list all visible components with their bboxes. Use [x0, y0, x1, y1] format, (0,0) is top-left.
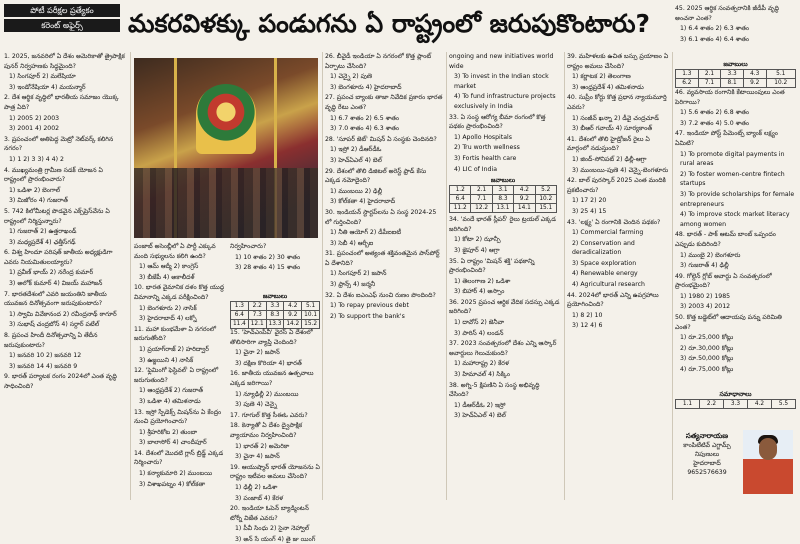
questions-column-7: [675, 4, 796, 60]
answers-title: జవాబులు: [262, 293, 288, 300]
photo-crowd: [134, 168, 318, 238]
answer-option: 3) 2001 4) 2002: [9, 125, 60, 133]
answers-row: [676, 70, 796, 79]
question-text: పంజాబ్ అసెంబ్లీలో ఏ పార్టీ ఎక్కువ మంది సభ్యులను కలిగి ఉంది?: [134, 243, 216, 260]
question-text: 28. 'సూపర్ జెట్' మిషన్ ఏ సంస్థకు చెందినది?: [325, 135, 437, 143]
question-text: ongoing and new initiatives world wide: [449, 53, 554, 70]
answer-cell: 15.2: [302, 320, 320, 329]
answer-cell: 3.3: [724, 400, 748, 409]
answer-option: 3) హెచ్ఏఎల్ 4) బెల్: [330, 156, 382, 164]
question-text: 26. బీవైడీ ఇండియా ఏ నగరంలో కొత్త ప్లాంట్ ఏర్పాటు చేసింది?: [325, 53, 432, 70]
answer-cell: 5.5: [772, 400, 796, 409]
answer-option: 1) శ్రీహరికోట 2) తుంబా: [139, 428, 198, 436]
answer-option: 3) 6.1 శాతం 4) 6.4 శాతం: [680, 35, 750, 43]
answer-option: 3) అన్ సే యంగ్ 4) తై జు యింగ్: [235, 535, 316, 543]
question-text: 4. ముఖ్యమంత్రి గ్రామీణ సడక్ యోజన ఏ రాష్ట్రంలో ప్రారంభించారు?: [4, 166, 103, 184]
answer-option: 2) రూ.30,000 కోట్లు: [680, 344, 734, 352]
answer-cell: 4.2: [748, 400, 772, 409]
answer-option: 1) చైనా 2) జపాన్: [235, 349, 280, 357]
answer-cell: 7.1: [471, 195, 492, 204]
question-text: 37. 2023 సంవత్సరంలో దేశం ఎన్ని ఆస్కార్ అవార్డులు గెలుచుకుంది?: [449, 340, 557, 357]
answer-option: 3) చైనా 4) జపాన్: [235, 453, 280, 461]
answer-option: 3) 7.2 శాతం 4) 5.0 శాతం: [680, 119, 750, 127]
answer-cell: 8.3: [492, 195, 513, 204]
answer-option: 1) ఆంధ్రప్రదేశ్ 2) గుజరాత్: [139, 387, 204, 395]
question-text: 41. దేశంలో తొలి హైడ్రోజన్ రైలు ఏ మార్గంలో నడుస్తుంది?: [567, 135, 650, 153]
question-text: 44. 2024లో భారత్ ఎన్ని ఉపగ్రహాలు ప్రయోగించింది?: [567, 291, 659, 309]
answer-option: 3) ముంబయి-పుణె 4) చెన్నై-బెంగళూరు: [572, 166, 669, 174]
answer-cell: 3.3: [721, 70, 744, 79]
column-divider: [130, 52, 131, 500]
answer-option: 3) జైపూర్ 4) ఆగ్రా: [454, 246, 500, 254]
answer-option: 1) సింగపూర్ 2) జపాన్: [330, 270, 387, 278]
answer-option: 3) బిహార్ 4) అస్సాం: [454, 288, 505, 296]
question-text: 35. ఏ రాష్ట్రం 'మిషన్ శక్తి' పథకాన్ని ప్రారంభించింది?: [449, 257, 535, 275]
answer-option: 3) హైదరాబాద్ 4) లక్నో: [139, 315, 197, 323]
question-text: 17. గూగుల్ కొత్త సీఈఓ ఎవరు?: [230, 411, 308, 419]
question-text: 29. దేశంలో తొలి డిజిటల్ అరెస్ట్ ఫ్రాడ్ కేసు ఎక్కడ నమోదైంది?: [325, 167, 427, 185]
answer-cell: 5.1: [302, 302, 320, 311]
answer-option: 1) 17 2) 20: [572, 197, 607, 205]
answer-option: 4) To fund infrastructure projects exclusively in India: [454, 93, 556, 110]
answer-cell: 8.1: [721, 79, 744, 88]
answer-cell: 14.2: [284, 320, 302, 329]
answer-option: 4) Agricultural research: [572, 281, 645, 289]
answer-option: 1) తెలంగాణ 2) ఒడిశా: [454, 277, 511, 285]
question-text: 39. మహిళలకు ఉచిత బస్సు ప్రయాణం ఏ రాష్ట్రం అమలు చేసింది?: [567, 53, 669, 70]
question-text: నిర్వహించారు?: [230, 243, 267, 250]
answer-option: 1) స్వామి వివేకానంద 2) రవీంద్రనాథ్ ఠాగూర్: [9, 310, 117, 318]
answer-cell: 13.1: [492, 204, 513, 213]
question-text: 45. 2025 ఆర్థిక సంవత్సరానికి జీడీపీ వృద్ధి అంచనా ఎంత?: [675, 5, 779, 22]
question-text: 49. గోల్డెన్ గ్లోబ్ అవార్డు ఏ సంవత్సరంలో ప్రారంభమైంది?: [675, 272, 772, 290]
answer-option: 1) భారత్ 2) అమెరికా: [235, 442, 290, 450]
answer-option: 2) Conservation and deradicalization: [572, 239, 635, 257]
questions-column-5: [449, 52, 561, 500]
answer-cell: 12.2: [471, 204, 492, 213]
answer-option: 1) ప్రయాగ్‌రాజ్ 2) హరిద్వార్: [139, 345, 209, 353]
question-text: 19. ఆయుష్మాన్ భారత్ యోజనను ఏ రాష్ట్రం ఇటీవల అమలు చేసింది?: [230, 463, 320, 481]
question-text: 32. ఏ దేశం ఐఎంఎఫ్ నుంచి రుణం పొందింది?: [325, 291, 436, 299]
answer-option: 1) ముంబై 2) బెంగళూరు: [680, 251, 741, 259]
answer-cell: 4.2: [514, 186, 535, 195]
answer-cell: 14.1: [514, 204, 535, 213]
column-divider: [672, 52, 673, 500]
answer-option: 4) LIC of India: [454, 165, 497, 173]
question-text: 1. 2025, జనవరిలో ఏ దేశం అమెరికాతో త్రైపాక్షిక పునర్ నిర్వహణకు సిద్ధమైంది?: [4, 53, 125, 70]
answers-row: [676, 400, 796, 409]
answer-option: 3) 7.0 శాతం 4) 6.3 శాతం: [330, 125, 400, 133]
answers-row: [231, 302, 320, 311]
question-text: 8. ప్రపంచ హిందీ దినోత్సవాన్ని ఏ తేదీన జరుపుకుంటారు?: [4, 332, 98, 349]
question-text: 46. వ్యవసాయ రంగానికి కేటాయింపులు ఎంత పెరిగాయి?: [675, 89, 785, 106]
answer-option: 3) అలోక్ కుమార్ 4) విజయ్ మహాజన్: [9, 280, 103, 288]
answer-option: 3) సుభాష్ చంద్రబోస్ 4) సర్దార్ పటేల్: [9, 321, 100, 329]
answer-option: 1) కర్ణాటక 2) తెలంగాణ: [572, 73, 631, 81]
answer-cell: 10.1: [302, 311, 320, 320]
answer-option: 1) Commercial farming: [572, 229, 644, 237]
answer-option: 1) ఇస్రో 2) డీఆర్‌డీఓ: [330, 146, 382, 154]
answer-cell: 12.1: [248, 320, 266, 329]
section-tag-current-affairs: కరెంట్ అఫైర్స్: [4, 19, 120, 32]
question-text: 11. మహా కుంభమేళా ఏ నగరంలో జరుగుతోంది?: [134, 325, 217, 343]
question-text: 48. భారత్ - పాక్ ఆటమ్ బాంబ్ ఒప్పందం ఎప్పుడు కుదిరింది?: [675, 231, 776, 248]
question-text: 33. ఏ సంస్థ ఆరోగ్య బీమా రంగంలో కొత్త పథకం ప్రారంభించింది?: [449, 113, 546, 131]
festival-photo: [134, 58, 318, 238]
question-text: 50. కొత్త బడ్జెట్‌లో ఆదాయపు పన్ను పరిమితి ఎంత?: [675, 314, 782, 331]
question-text: 36. 2025 ప్రపంచ ఆర్థిక వేదిక సదస్సు ఎక్కడ జరిగింది?: [449, 298, 560, 316]
question-text: 20. ఇండియా ఓపెన్ బ్యాడ్మింటన్ టోర్నీ విజేత ఎవరు?: [230, 505, 309, 522]
answer-cell: 2.2: [700, 400, 724, 409]
answer-option: 1) ప్రవీణ్ భాయ్ 2) నరేంద్ర కుమార్: [9, 269, 94, 277]
answer-option: 3) పంజాబ్ 4) కేరళ: [235, 494, 284, 502]
answer-option: 1) చెన్నై 2) పుణె: [330, 73, 372, 81]
author-name: సత్యనారాయణ: [685, 432, 729, 440]
answer-option: 3) సెబీ 4) ఆర్బీఐ: [330, 239, 374, 247]
answer-option: 3) గుజరాత్ 4) ఢిల్లీ: [680, 262, 729, 270]
answer-option: 1) కన్యాకుమారి 2) ముంబయి: [139, 470, 213, 478]
answer-cell: 1.3: [676, 70, 699, 79]
answer-cell: 7.1: [698, 79, 721, 88]
answer-option: 1) 1980 2) 1985: [680, 292, 731, 300]
answer-option: 1) పీవీ సింధు 2) సైనా నెహ్వాల్: [235, 525, 310, 533]
answer-cell: 15.1: [535, 204, 556, 213]
answers-table-4: [675, 390, 796, 409]
answer-cell: 13.3: [266, 320, 284, 329]
answer-option: 1) ముంబయి 2) ఢిల్లీ: [330, 187, 383, 195]
question-text: 15. 'హెచ్ఎంపీవీ' వైరస్ ఏ దేశంలో తొలిసారిగా వ్యాప్తి చెందింది?: [230, 329, 313, 346]
questions-column-2: [134, 242, 226, 500]
answer-option: 3) రూ.50,000 కోట్లు: [680, 355, 734, 363]
question-text: 3. ప్రపంచంలో అతిపెద్ద మెట్రో నెట్‌వర్క్ కలిగిన నగరం?: [4, 135, 114, 153]
answer-option: 2) To support the bank's: [330, 312, 405, 320]
answer-cell: 1.2: [450, 186, 471, 195]
answer-option: 3) 2003 4) 2012: [680, 303, 731, 311]
answer-option: 3) ఫ్రాన్స్ 4) జర్మనీ: [330, 281, 376, 289]
author-info: [675, 432, 739, 477]
answer-option: 3) ఒడిశా 4) తమిళనాడు: [139, 397, 201, 405]
question-text: 13. ఇస్రో స్పేడెక్స్ మిషన్‌ను ఏ కేంద్రం నుంచి ప్రయోగించారు?: [134, 408, 222, 426]
answer-cell: 9.2: [284, 311, 302, 320]
author-role: కాంపిటేటివ్ ఎగ్జామ్స్ నిపుణులు: [683, 442, 731, 458]
answer-option: 1) ఆమ్ ఆద్మీ 2) కాంగ్రెస్: [139, 263, 199, 271]
answer-option: 3) ఆంధ్రప్రదేశ్ 4) తమిళనాడు: [572, 83, 644, 91]
answer-cell: 5.2: [535, 186, 556, 195]
question-text: 31. ప్రపంచంలో అత్యంత శక్తివంతమైన పాస్‌పోర్ట్ ఏ దేశానిది?: [325, 250, 440, 267]
question-text: 30. ఇండియన్ స్టార్టప్‌లను ఏ సంస్థ 2024-25 లో గుర్తించింది?: [325, 208, 437, 226]
answer-option: 3) బీజేపీ 4) అకాలీదళ్: [139, 273, 195, 281]
answer-option: 1) రూ.25,000 కోట్లు: [680, 334, 734, 342]
question-text: 40. సుప్రీం కోర్టు కొత్త ప్రధాన న్యాయమూర్తి ఎవరు?: [567, 94, 667, 111]
answer-option: 1) సింగపూర్ 2) మలేషియా: [9, 73, 76, 81]
answer-option: 3) 12 4) 6: [572, 322, 603, 330]
answer-cell: 5.1: [766, 70, 796, 79]
photo-decoration: [196, 84, 256, 154]
question-text: 42. బాల్ పురస్కార్ 2025 ఎంత మందికి ప్రకటించారు?: [567, 177, 666, 194]
section-tag-competitive-exams: పోటీ పరీక్షల ప్రత్యేకం: [4, 4, 120, 17]
answer-option: 1) To promote digital payments in rural areas: [680, 150, 785, 168]
answer-option: 2) To foster women-centre fintech startups: [680, 170, 785, 188]
answer-option: 3) ఉజ్జయిని 4) నాసిక్: [139, 356, 194, 364]
question-text: 16. జాతీయ యువజన ఉత్సవాలు ఎక్కడ జరిగాయి?: [230, 370, 314, 387]
answer-option: 4) రూ.75,000 కోట్లు: [680, 366, 734, 374]
answer-cell: 10.2: [766, 79, 796, 88]
column-divider: [322, 52, 323, 500]
answer-cell: 9.2: [514, 195, 535, 204]
answers-row: [450, 195, 557, 204]
question-text: 7. భారతదేశంలో ఎవరి జయంతిని జాతీయ యువజన దినోత్సవంగా జరుపుకుంటారు?: [4, 290, 107, 308]
answers-title: జవాబులు: [490, 177, 516, 185]
answer-option: 3) విశాఖపట్నం 4) కోల్‌కతా: [139, 480, 206, 488]
answer-option: 1) డీఆర్‌డీఓ 2) ఇస్రో: [454, 401, 506, 409]
answer-option: 1) మహారాష్ట్ర 2) కేరళ: [454, 360, 509, 368]
answer-option: 1) To repay previous debt: [330, 302, 409, 310]
answer-option: 1) కోటా 2) ఝాన్సీ: [454, 236, 501, 244]
answer-option: 1) న్యూఢిల్లీ 2) ముంబయి: [235, 390, 299, 398]
answer-cell: 4.2: [284, 302, 302, 311]
answer-cell: 7.3: [248, 311, 266, 320]
answer-option: 3) మిజోరం 4) గుజరాత్: [9, 197, 68, 205]
answer-cell: 9.2: [743, 79, 766, 88]
question-text: 12. 'ఫ్లెమింగో ఫెస్టివల్' ఏ రాష్ట్రంలో జరుగుతుంది?: [134, 367, 219, 384]
answer-option: 3) Space exploration: [572, 259, 637, 267]
questions-column-3: [230, 242, 320, 292]
question-text: 43. 'లక్ష్య' ఏ రంగానికి చెందిన పథకం?: [567, 218, 661, 226]
answer-cell: 3.3: [266, 302, 284, 311]
questions-column-6: [567, 52, 669, 500]
question-text: 9. భారత్ పర్యాటక రంగం 2024లో ఎంత వృద్ధి సాధించింది?: [4, 373, 117, 390]
answer-cell: 8.3: [266, 311, 284, 320]
question-text: 5. 742 కిలోమీటర్ల పొడవైన ఎక్స్‌ప్రెస్‌వేను ఏ రాష్ట్రంలో నిర్మిస్తున్నారు?: [4, 207, 110, 225]
answer-cell: 6.2: [676, 79, 699, 88]
answer-option: 1) 6.7 శాతం 2) 6.5 శాతం: [330, 114, 400, 122]
answer-option: 1) గుజరాత్ 2) ఉత్తరాఖండ్: [9, 228, 77, 236]
page-headline: మకరవిళక్కు పండుగను ఏ రాష్ట్రంలో జరుపుకొంటారు?: [128, 9, 651, 38]
answer-cell: 1.1: [676, 400, 700, 409]
answer-option: 1) సంజీవ్ ఖన్నా 2) డీవై చంద్రచూడ్: [572, 114, 659, 122]
questions-column-4: [325, 52, 443, 500]
answer-option: 4) To improve stock market literacy among women: [680, 211, 790, 228]
answer-option: 1) దావోస్ 2) జెనీవా: [454, 319, 505, 327]
answer-option: 3) పుణె 4) చెన్నై: [235, 401, 277, 409]
answer-option: 1) నీతి ఆయోగ్ 2) డీపీఐఐటీ: [330, 229, 401, 237]
answer-cell: 6.4: [450, 195, 471, 204]
answers-row: [231, 311, 320, 320]
answer-option: 1) 10 శాతం 2) 30 శాతం: [235, 253, 301, 261]
answer-cell: 1.3: [231, 302, 249, 311]
answer-option: 2) Tru worth wellness: [454, 144, 520, 152]
answer-option: 1) ఒడిశా 2) బెంగాల్: [9, 186, 61, 194]
answer-cell: 3.1: [492, 186, 513, 195]
answers-table-3: [675, 60, 796, 88]
answer-option: 3) హిమాచల్ 4) సిక్కిం: [454, 371, 510, 379]
answer-option: 1) 6.4 శాతం 2) 6.3 శాతం: [680, 25, 750, 33]
answer-cell: 11.2: [450, 204, 471, 213]
answer-option: 3) 25 4) 15: [572, 207, 607, 215]
question-text: 27. ప్రపంచ బ్యాంకు తాజా నివేదిక ప్రకారం భారత వృద్ధి రేటు ఎంత?: [325, 94, 443, 111]
answer-option: 1) Apollo Hospitals: [454, 133, 512, 141]
answer-option: 3) పారిస్ 4) లండన్: [454, 329, 504, 337]
answer-option: 1) 5.6 శాతం 2) 6.8 శాతం: [680, 109, 750, 117]
answer-cell: 2.1: [698, 70, 721, 79]
answer-option: 3) బీఆర్ గవాయ్ 4) సూర్యకాంత్: [572, 125, 653, 133]
author-box: [675, 428, 795, 500]
answers-title: జవాబులు: [723, 61, 748, 68]
answers-row: [450, 186, 557, 195]
author-face: [759, 438, 777, 460]
question-text: 47. ఇండియా పోస్ట్ పేమెంట్స్ బ్యాంక్ లక్ష్యం ఏమిటి?: [675, 130, 778, 147]
author-phone: 9652576639: [687, 469, 727, 476]
answer-option: 3) దక్షిణ కొరియా 4) భారత్: [235, 359, 302, 367]
answers-row: [450, 204, 557, 213]
answers-table-1: [230, 292, 320, 329]
question-text: 38. అగ్ని-5 క్షిపణిని ఏ సంస్థ అభివృద్ధి చేసింది?: [449, 381, 540, 399]
answer-option: 3) కోల్‌కతా 4) హైదరాబాద్: [330, 198, 396, 206]
answer-option: 3) బాలాసోర్ 4) చాందీపూర్: [139, 439, 207, 447]
answer-option: 1) 1 2) 3 3) 4 4) 2: [9, 155, 64, 163]
questions-column-3b: [230, 328, 320, 543]
answer-option: 1) జనవరి 10 2) జనవరి 12: [9, 352, 82, 360]
question-text: 2. దేశ ఆర్థిక వృద్ధిలో భారతీయ సమాజం యొక్క పాత్ర ఏది?: [4, 94, 119, 111]
question-text: 18. కెన్యాతో ఏ దేశం ద్వైపాక్షిక వ్యాయామం నిర్వహించింది?: [230, 422, 303, 439]
answer-option: 3) మధ్యప్రదేశ్ 4) ఛత్తీస్‌గఢ్: [9, 238, 76, 246]
question-text: 6. విశ్వ హిందూ పరిషత్ జాతీయ అధ్యక్షుడిగా ఎవరు నియమితులయ్యారు?: [4, 249, 113, 266]
question-text: 10. భారత వైమానిక దళం కొత్త యుద్ధ విమానాన్ని ఎక్కడ పరీక్షించింది?: [134, 284, 225, 301]
answer-option: 3) Fortis health care: [454, 154, 517, 162]
questions-column-1: [4, 52, 126, 500]
column-divider: [446, 52, 447, 500]
answer-cell: 4.3: [743, 70, 766, 79]
question-text: 14. దేశంలో మొదటి గ్లాస్ బ్రిడ్జ్ ఎక్కడ నిర్మించారు?: [134, 449, 224, 467]
answer-option: 1) 2005 2) 2003: [9, 114, 60, 122]
answer-option: 1) 8 2) 10: [572, 311, 603, 319]
answers-row: [676, 79, 796, 88]
answer-option: 3) బెంగళూరు 4) హైదరాబాద్: [330, 83, 402, 91]
answer-option: 3) To invest in the Indian stock market: [454, 73, 549, 90]
answer-cell: 2.1: [471, 186, 492, 195]
author-photo: [743, 430, 793, 494]
answer-option: 3) హెచ్ఏఎల్ 4) బెల్: [454, 412, 506, 420]
answers-table-2: [449, 176, 557, 213]
answer-option: 1) జింద్-సోనిపట్ 2) ఢిల్లీ-ఆగ్రా: [572, 155, 647, 163]
answer-option: 3) ఇండోనేషియా 4) మయన్మార్: [9, 83, 86, 91]
answer-cell: 6.4: [231, 311, 249, 320]
answer-option: 3) 28 శాతం 4) 15 శాతం: [235, 264, 301, 272]
questions-column-7b: [675, 88, 796, 388]
answer-option: 1) ఢిల్లీ 2) ఒడిశా: [235, 483, 278, 491]
answers-title: సమాధానాలు: [719, 391, 752, 398]
question-text: 34. 'వందే భారత్ స్లీపర్' రైలు ట్రయల్ ఎక్కడ జరిగింది?: [449, 216, 556, 233]
answer-option: 4) Renewable energy: [572, 270, 638, 278]
answer-option: 1) బెంగళూరు 2) నాసిక్: [139, 304, 197, 312]
answer-cell: 2.2: [248, 302, 266, 311]
answer-cell: 11.4: [231, 320, 249, 329]
column-divider: [564, 52, 565, 500]
author-city: హైదరాబాద్: [693, 460, 721, 467]
answer-option: 3) జనవరి 14 4) జనవరి 9: [9, 362, 78, 370]
answer-option: 3) To provide scholarships for female entrepreneurs: [680, 190, 795, 208]
answer-cell: 10.2: [535, 195, 556, 204]
